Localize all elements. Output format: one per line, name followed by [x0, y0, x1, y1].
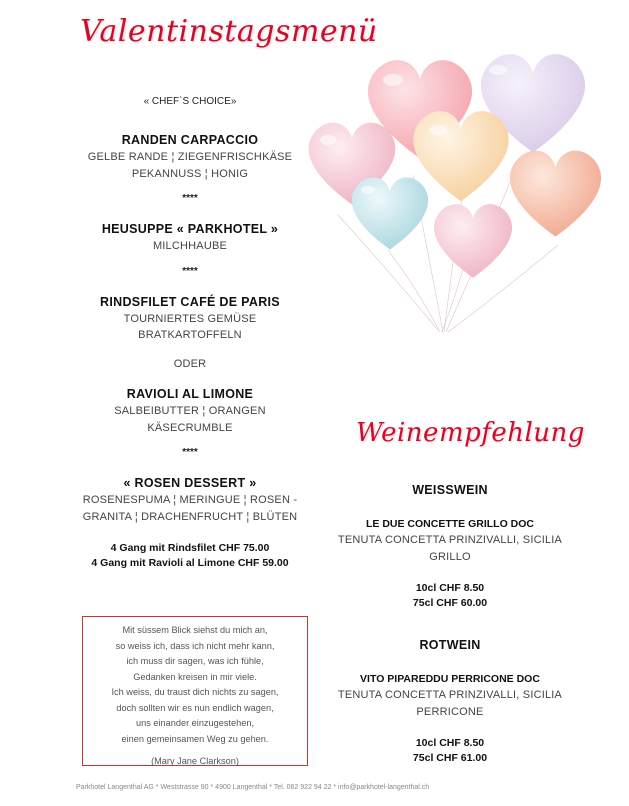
- wine-grape: GRILLO: [429, 550, 471, 563]
- wine-producer: TENUTA CONCETTA PRINZIVALLI, SICILIA: [337, 689, 563, 701]
- course-description: SALBEIBUTTER ¦ ORANGEN: [114, 405, 266, 417]
- menu-price: 4 Gang mit Rindsfilet CHF 75.00: [110, 542, 270, 554]
- poem-line: Mit süssem Blick siehst du mich an,: [122, 625, 268, 635]
- course-title: RAVIOLI AL LIMONE: [126, 387, 254, 401]
- course-description: GRANITA ¦ DRACHENFRUCHT ¦ BLÜTEN: [82, 510, 298, 523]
- or-separator: ODER: [173, 357, 207, 370]
- wine-column: [330, 482, 570, 766]
- poem-line: doch sollten wir es nun endlich wagen,: [116, 702, 274, 713]
- wine-price: 10cl CHF 8.50: [415, 582, 485, 594]
- footer-contact: Parkhotel Langenthal AG * Weststrasse 90 * 4900 Langenthal * Tel. 062 922 94 22 * info@parkhotel-langenthal.ch: [76, 784, 430, 791]
- course-description: TOURNIERTES GEMÜSE: [123, 312, 257, 325]
- wine-category-heading: ROTWEIN: [419, 638, 481, 652]
- page-title: Valentinstagsmenü: [80, 14, 378, 49]
- course-separator: ****: [182, 193, 198, 204]
- poem-line: Gedanken kreisen in mir viele.: [133, 671, 257, 682]
- poem-box: [82, 616, 308, 766]
- wine-price: 75cl CHF 61.00: [412, 752, 488, 764]
- poem-line: ich muss dir sagen, was ich fühle,: [126, 656, 264, 666]
- wine-name: LE DUE CONCETTE GRILLO DOC: [366, 518, 534, 530]
- wine-section-title: Weinempfehlung: [356, 418, 585, 448]
- course-description: KÄSECRUMBLE: [147, 421, 233, 434]
- course-description: PEKANNUSS ¦ HONIG: [131, 167, 249, 180]
- course-title: RANDEN CARPACCIO: [121, 133, 259, 147]
- wine-name: VITO PIPAREDDU PERRICONE DOC: [360, 673, 540, 685]
- menu-price: 4 Gang mit Ravioli al Limone CHF 59.00: [91, 557, 289, 569]
- course-description: BRATKARTOFFELN: [138, 329, 242, 341]
- wine-price: 10cl CHF 8.50: [415, 737, 485, 749]
- heart-balloons-illustration: [298, 40, 608, 340]
- course-separator: ****: [182, 265, 198, 277]
- course-description: MILCHHAUBE: [152, 240, 228, 252]
- course-title: RINDSFILET CAFÉ DE PARIS: [100, 294, 280, 309]
- course-title: « ROSEN DESSERT »: [123, 476, 257, 490]
- wine-producer: TENUTA CONCETTA PRINZIVALLI, SICILIA: [337, 534, 563, 546]
- chefs-choice-label: « CHEF`S CHOICE»: [143, 96, 237, 107]
- poem-line: uns einander einzugestehen,: [136, 718, 254, 728]
- poem-line: so weiss ich, dass ich nicht mehr kann,: [115, 640, 275, 651]
- poem-line: einen gemeinsamen Weg zu gehen.: [121, 733, 269, 744]
- poem-author: (Mary Jane Clarkson): [151, 756, 239, 766]
- menu-column: [70, 94, 310, 571]
- course-description: ROSENESPUMA ¦ MERINGUE ¦ ROSEN -: [82, 494, 298, 506]
- wine-price: 75cl CHF 60.00: [412, 597, 488, 609]
- wine-grape: PERRICONE: [416, 705, 484, 718]
- wine-category-heading: WEISSWEIN: [412, 483, 488, 497]
- course-description: GELBE RANDE ¦ ZIEGENFRISCHKÄSE: [87, 151, 293, 163]
- course-title: HEUSUPPE « PARKHOTEL »: [101, 222, 279, 236]
- course-separator: ****: [182, 447, 198, 458]
- poem-line: Ich weiss, du traust dich nichts zu sagen,: [111, 687, 279, 697]
